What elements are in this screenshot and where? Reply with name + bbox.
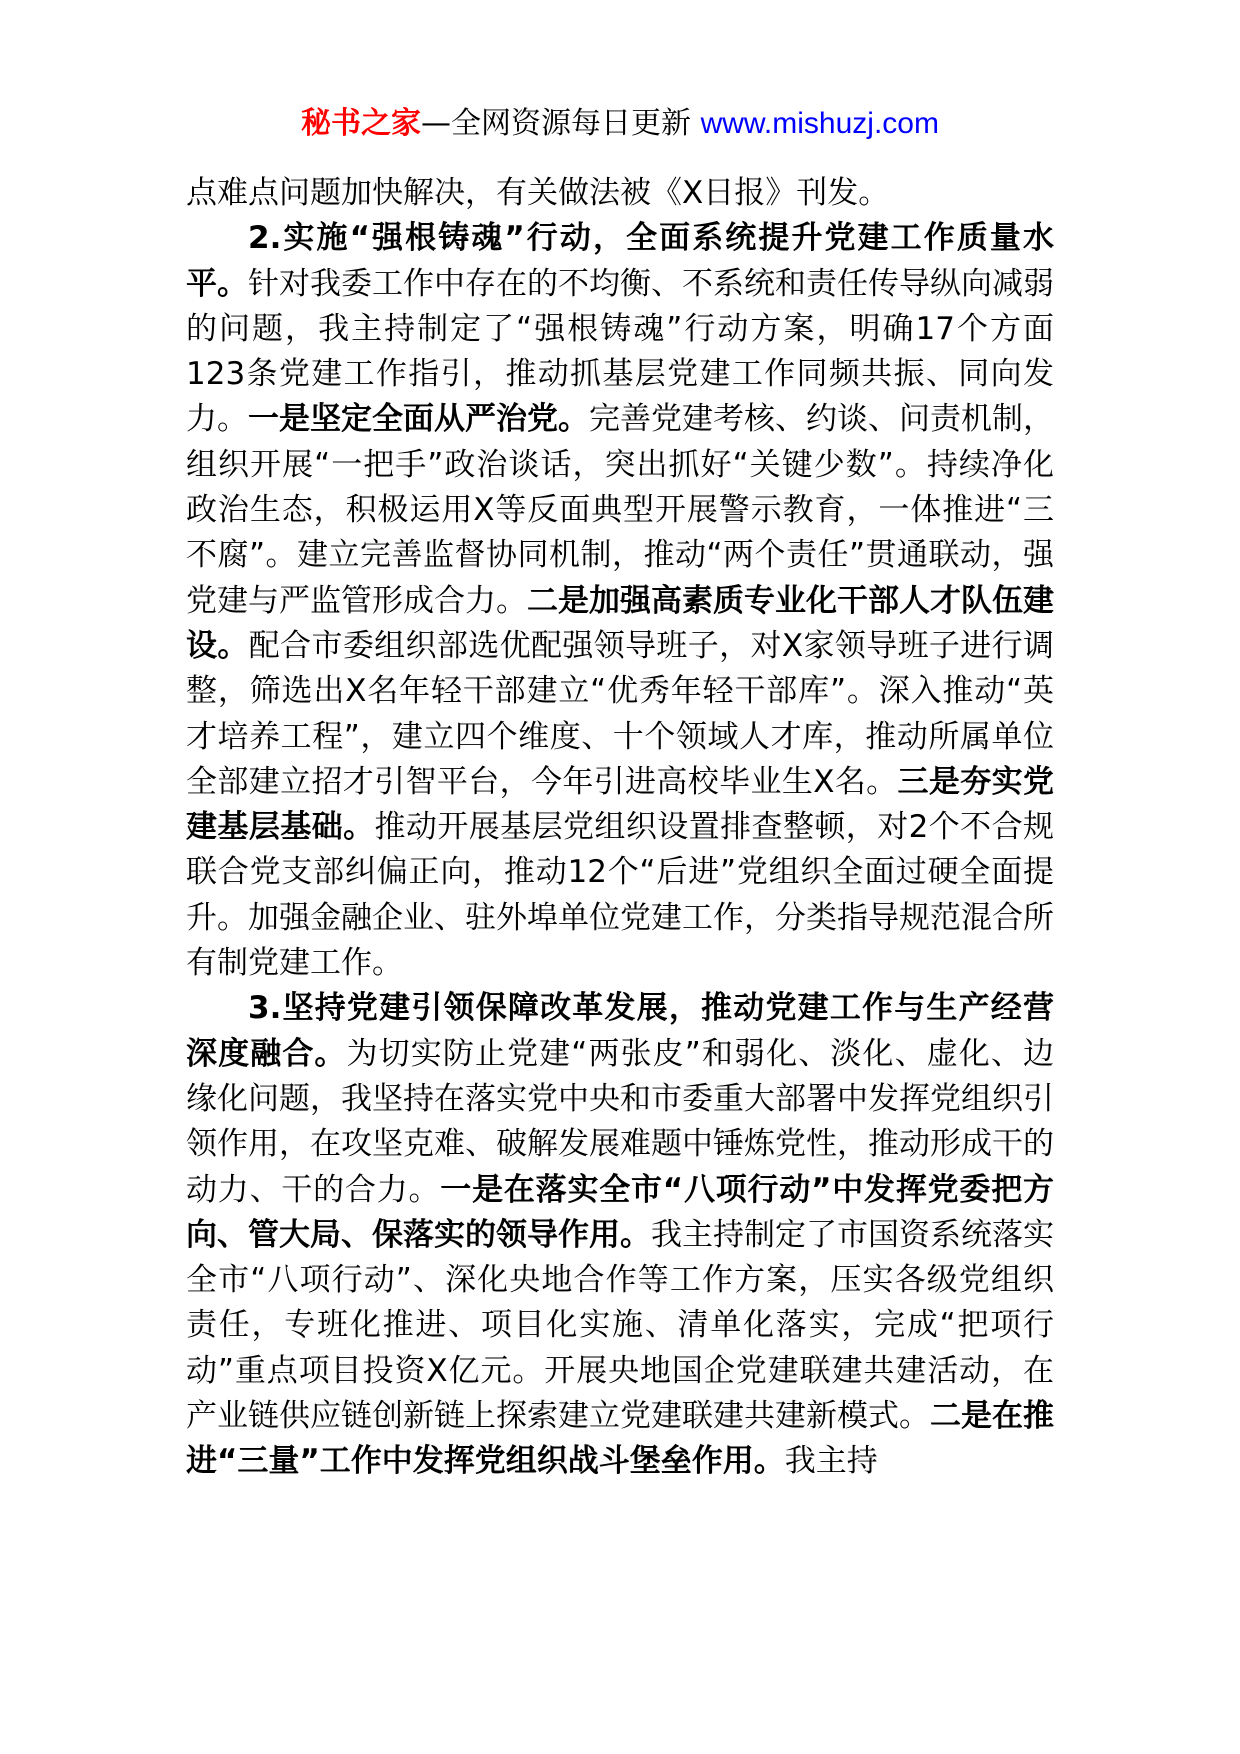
key-point: 一是坚定全面从严治党。 xyxy=(248,401,589,438)
key-point: 二是加强高素质专业化干部人才队伍建设。 xyxy=(186,582,1054,664)
section-heading: 2.实施“强根铸魂”行动，全面系统提升党建工作质量水平。 xyxy=(186,220,1054,302)
section-heading: 3.坚持党建引领保障改革发展，推动党建工作与生产经营深度融合。 xyxy=(186,990,1054,1072)
key-point: 二是在推进“三量”工作中发挥党组织战斗堡垒作用。 xyxy=(186,1398,1054,1480)
brand-name: 秘书之家 xyxy=(301,106,422,141)
site-url-link[interactable]: www.mishuzj.com xyxy=(700,107,939,140)
paragraph-text: 我主持 xyxy=(784,1443,878,1480)
paragraph-text: 点难点问题加快解决，有关做法被《X日报》刊发。 xyxy=(186,175,890,211)
document-body xyxy=(186,171,1054,1485)
key-point: 三是夯实党建基层基础。 xyxy=(186,763,1054,846)
paragraph-text: 完善党建考核、约谈、问责机制，组织开展“一把手”政治谈话，突出抓好“关键少数”。持续净化政治生态，积极运用X等反面典型开展警示教育，一体推进“三不腐”。建立完善监督协同机制，推动“两个责任”贯通联动，强党建与严监管形成合力。 xyxy=(186,401,1054,619)
key-point: 一是在落实全市“八项行动”中发挥党委把方向、管大局、保落实的领导作用。 xyxy=(186,1171,1054,1253)
paragraph-text: 我主持制定了市国资系统落实全市“八项行动”、深化央地合作等工作方案，压实各级党组织责任，专班化推进、项目化实施、清单化落实，完成“把项行动”重点项目投资X亿元。开展央地国企党建联建共建活动，在产业链供应链创新链上探索建立党建联建共建新模式。 xyxy=(186,1216,1054,1435)
site-header xyxy=(0,104,1240,144)
paragraph-section-3 xyxy=(186,986,1054,1484)
paragraph-text: 推动开展基层党组织设置排查整顿，对2个不合规联合党支部纠偏正向，推动12个“后进”党组织全面过硬全面提升。加强金融企业、驻外埠单位党建工作，分类指导规范混合所有制党建工作。 xyxy=(186,809,1054,982)
paragraph-text: 配合市委组织部选优配强领导班子，对X家领导班子进行调整，筛选出X名年轻干部建立“优秀年轻干部库”。深入推动“英才培养工程”，建立四个维度、十个领域人才库，推动所属单位全部建立招才引智平台，今年引进高校毕业生X名。 xyxy=(186,627,1055,800)
header-tagline: —全网资源每日更新 xyxy=(421,106,701,141)
paragraph-section-2 xyxy=(186,216,1054,986)
paragraph-text: 针对我委工作中存在的不均衡、不系统和责任传导纵向减弱的问题，我主持制定了“强根铸魂”行动方案，明确17个方面123条党建工作指引，推动抓基层党建工作同频共振、同向发力。 xyxy=(186,265,1054,438)
paragraph-continuation xyxy=(186,171,1054,216)
paragraph-text: 为切实防止党建“两张皮”和弱化、淡化、虚化、边缘化问题，我坚持在落实党中央和市委重大部署中发挥党组织引领作用，在攻坚克难、破解发展难题中锤炼党性，推动形成干的动力、干的合力。 xyxy=(186,1035,1055,1208)
